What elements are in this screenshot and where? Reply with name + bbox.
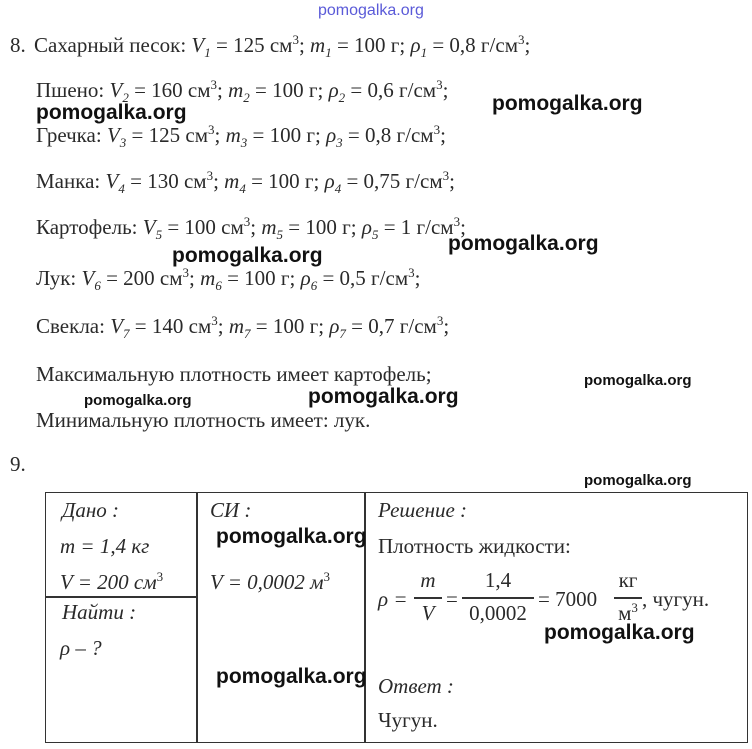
top-watermark: pomogalka.org [318,2,424,19]
table-divider-1 [196,492,198,743]
max-density-text: Максимальную плотность имеет картофель; [36,362,432,386]
given-label: Дано : [62,498,120,522]
answer-text: Чугун. [378,708,438,732]
watermark: pomogalka.org [308,385,459,408]
fraction-bar-2 [462,597,534,599]
result-suffix: , чугун. [642,587,710,611]
watermark: pomogalka.org [36,101,187,124]
si-volume: V = 0,0002 $м^3$ [210,569,331,594]
density-line: Сахарный песок: $V_1 = 125$ $см^3$; $m_1 = 100$ г; $\rho_1 = 0,8$ $г/см^3$; [34,32,531,61]
watermark: pomogalka.org [584,472,692,489]
fraction-bar-3 [614,597,642,599]
task8-number: 8. [10,33,26,57]
solution-label: Решение : [378,498,468,522]
find-label: Найти : [62,600,137,624]
density-line: Лук: $V_6 = 200$ $см^3$; $m_6 = 100$ г; $\rho_6 = 0,5$ $г/см^3$; [36,265,421,294]
density-line: Картофель: $V_5 = 100$ $см^3$; $m_5 = 100$ г; $\rho_5 = 1$ $г/см^3$; [36,214,466,243]
watermark: pomogalka.org [448,232,599,255]
unit-denominator: $м^3$ [618,600,638,625]
find-density: ρ – ? [60,636,102,660]
formula-m: m [420,568,436,592]
watermark: pomogalka.org [84,392,192,409]
given-mass: m = 1,4 кг [60,534,150,558]
density-line: Пшено: $V_2 = 160$ $см^3$; $m_2 = 100$ г; $\rho_2 = 0,6$ $г/см^3$; [36,77,449,106]
formula-result: = 7000 [538,587,598,611]
watermark: pomogalka.org [544,621,695,644]
formula-denominator: 0,0002 [469,601,527,625]
watermark: pomogalka.org [492,92,643,115]
formula-rho: ρ = [378,587,408,611]
si-label: СИ : [210,498,252,522]
table-divider-given [45,596,197,598]
formula-numerator: 1,4 [484,568,512,592]
watermark: pomogalka.org [216,525,367,548]
watermark: pomogalka.org [584,372,692,389]
watermark: pomogalka.org [216,665,367,688]
formula-eq1: = [446,587,458,611]
given-volume: V = 200 $см^3$ [60,569,164,594]
density-line: Свекла: $V_7 = 140$ $см^3$; $m_7 = 100$ г; $\rho_7 = 0,7$ $г/см^3$; [36,313,450,342]
density-line: Манка: $V_4 = 130$ $см^3$; $m_4 = 100$ г; $\rho_4 = 0,75$ $г/см^3$; [36,168,455,197]
unit-numerator: кг [618,568,638,592]
task9-number: 9. [10,452,26,476]
fraction-bar-1 [414,597,442,599]
solution-table [45,492,748,743]
density-text: Плотность жидкости: [378,534,571,558]
formula-V: V [421,601,435,625]
density-line: Гречка: $V_3 = 125$ $см^3$; $m_3 = 100$ г; $\rho_3 = 0,8$ $г/см^3$; [36,122,446,151]
watermark: pomogalka.org [172,244,323,267]
answer-label: Ответ : [378,674,454,698]
min-density-text: Минимальную плотность имеет: лук. [36,408,371,432]
